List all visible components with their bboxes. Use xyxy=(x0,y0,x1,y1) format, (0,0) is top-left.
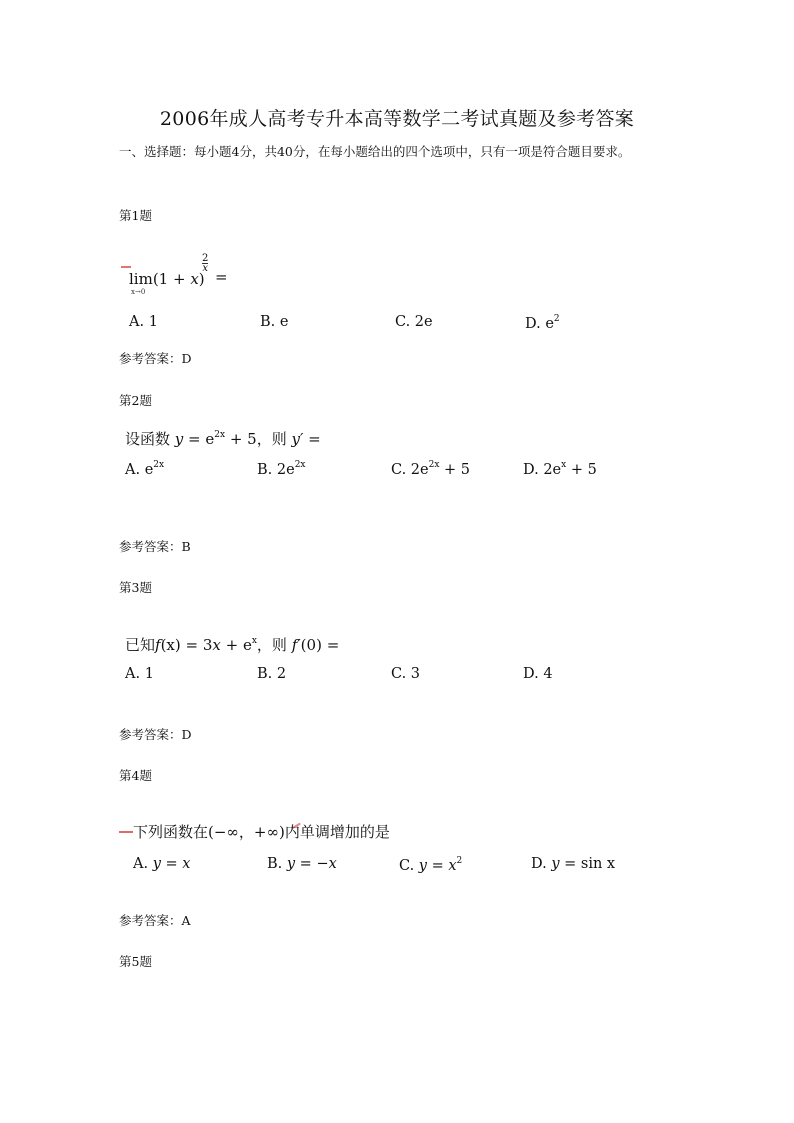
question-2-image xyxy=(119,422,599,486)
question-2-label: 第2题 xyxy=(119,393,152,408)
option-a: A. 1 xyxy=(129,314,158,330)
question-4-label: 第4题 xyxy=(119,768,152,783)
answer-2: 参考答案：B xyxy=(119,539,191,554)
question-1-image xyxy=(119,250,579,338)
question-1-label: 第1题 xyxy=(119,208,152,223)
option-c: C. $2e^{2x} + 5$ xyxy=(391,460,471,478)
option-c: C. $y = x^2$ xyxy=(399,856,463,874)
option-b: B. e xyxy=(260,314,289,330)
option-d: D. 4 xyxy=(523,666,553,682)
option-c: C. 2e xyxy=(395,314,433,330)
equals-sign: = xyxy=(215,268,228,286)
option-a: A. 1 xyxy=(125,666,154,682)
option-d: D. $e^2$ xyxy=(525,314,560,332)
page-title: 2006年成人高考专升本高等数学二考试真题及参考答案 xyxy=(159,108,635,130)
option-b: B. 2 xyxy=(257,666,287,682)
option-b: B. y = −x xyxy=(267,856,337,872)
option-a: A. $e^{2x}$ xyxy=(125,460,165,478)
question-4-image xyxy=(119,816,617,880)
question-4-stem: 下列函数在(−∞，+∞)内单调增加的是 xyxy=(133,823,390,841)
answer-3: 参考答案：D xyxy=(119,727,192,742)
question-5-label: 第5题 xyxy=(119,954,152,969)
red-pen-mark xyxy=(121,266,131,268)
question-3-stem: 已知$f(x) = 3x + e^x$，则 f′(0) = xyxy=(125,636,340,654)
option-c: C. 3 xyxy=(391,666,421,682)
question-1-stem: lim(1 + x) xyxy=(129,270,205,288)
limit-subscript: x→0 xyxy=(131,288,146,296)
question-2-stem: 设函数 $y = e^{2x} + 5$，则 y′ = xyxy=(125,430,321,448)
question-3-image xyxy=(119,626,569,690)
question-3-label: 第3题 xyxy=(119,580,152,595)
option-b: B. $2e^{2x}$ xyxy=(257,460,306,478)
option-a: A. y = x xyxy=(133,856,191,872)
option-d: D. $2e^x + 5$ xyxy=(523,460,597,478)
option-d: D. y = sin x xyxy=(531,856,616,872)
section-intro: 一、选择题：每小题4分，共40分，在每小题给出的四个选项中，只有一项是符合题目要求。 xyxy=(119,144,631,159)
answer-4: 参考答案：A xyxy=(119,913,191,928)
answer-1: 参考答案：D xyxy=(119,351,192,366)
exponent-fraction: $\frac{2}{x}$ xyxy=(202,253,209,274)
red-pen-mark xyxy=(119,831,133,833)
